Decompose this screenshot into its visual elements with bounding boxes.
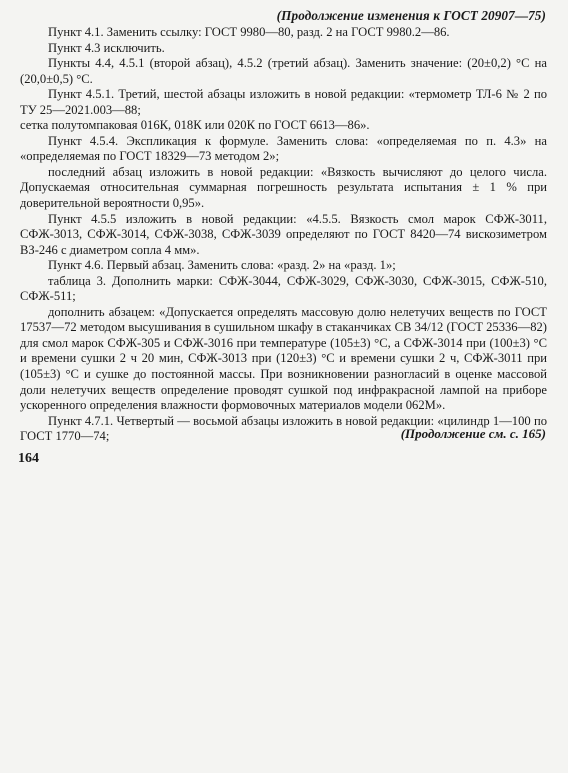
body-text	[20, 25, 547, 445]
paragraph: последний абзац изложить в новой редакции: «Вязкость вычисляют до целого числа. Допускаемая относительная суммарная погрешность результата испытания ± 1 % при доверительной вероятности 0,95».	[20, 164, 547, 211]
paragraph: Пункт 4.6. Первый абзац. Заменить слова: «разд. 2» на «разд. 1»;	[48, 258, 396, 273]
paragraph: Пункт 4.5.4. Экспликация к формуле. Заменить слова: «определяемая по п. 4.3» на «определяемая по ГОСТ 18329—73 методом 2»;	[20, 133, 547, 164]
page-number: 164	[18, 451, 39, 466]
paragraph: Пункт 4.1. Заменить ссылку: ГОСТ 9980—80, разд. 2 на ГОСТ 9980.2—86.	[48, 25, 450, 39]
running-header: (Продолжение изменения к ГОСТ 20907—75)	[276, 8, 546, 23]
paragraph: Пункт 4.5.1. Третий, шестой абзацы изложить в новой редакции: «термометр ТЛ-6 № 2 по ТУ 25—2021.003—88;	[20, 87, 547, 117]
paragraph: Пункт 4.5.5 изложить в новой редакции: «4.5.5. Вязкость смол марок СФЖ-3011, СФЖ-3013, СФЖ-3014, СФЖ-3038, СФЖ-3039 определяют по ГОСТ 8420—74 вискозиметром ВЗ-246 с диаметром сопла 4 мм».	[20, 211, 547, 257]
paragraph: сетка полутомпаковая 016К, 018К или 020К по ГОСТ 6613—86».	[20, 118, 370, 133]
continuation-note: (Продолжение см. с. 165)	[400, 426, 546, 441]
paragraph: Пункты 4.4, 4.5.1 (второй абзац), 4.5.2 (третий абзац). Заменить значение: (20±0,2) °С на (20,0±0,5) °С.	[20, 56, 547, 86]
paragraph: Пункт 4.3 исключить.	[48, 40, 165, 55]
paragraph: таблица 3. Дополнить марки: СФЖ-3044, СФЖ-3029, СФЖ-3030, СФЖ-3015, СФЖ-510, СФЖ-511;	[20, 273, 547, 304]
paragraph: дополнить абзацем: «Допускается определять массовую долю нелетучих веществ по ГОСТ 17537—72 методом высушивания в сушильном шкафу в стаканчиках СВ 34/12 (ГОСТ 25336—82) для смол марок СФЖ-305 и СФЖ-3016 при температуре (105±3) °С, а СФЖ-3014 при (100±3) °С и времени сушки 2 ч 20 мин, СФЖ-3013 при (120±3) °С и времени сушки 2 ч, СФЖ-3011 при (105±3) °С и сушке до постоянной массы. При возникновении разногласий в оценке массовой доли нелетучих веществ определение проводят сушкой под инфракрасной лампой на приборе ускоренного определения влажности формовочных материалов модели 062М».	[20, 304, 547, 413]
paragraph: Пункт 4.7.1. Четвертый — восьмой абзацы изложить в новой редакции: «цилиндр 1—100 по ГОСТ 1770—74;	[20, 413, 547, 444]
